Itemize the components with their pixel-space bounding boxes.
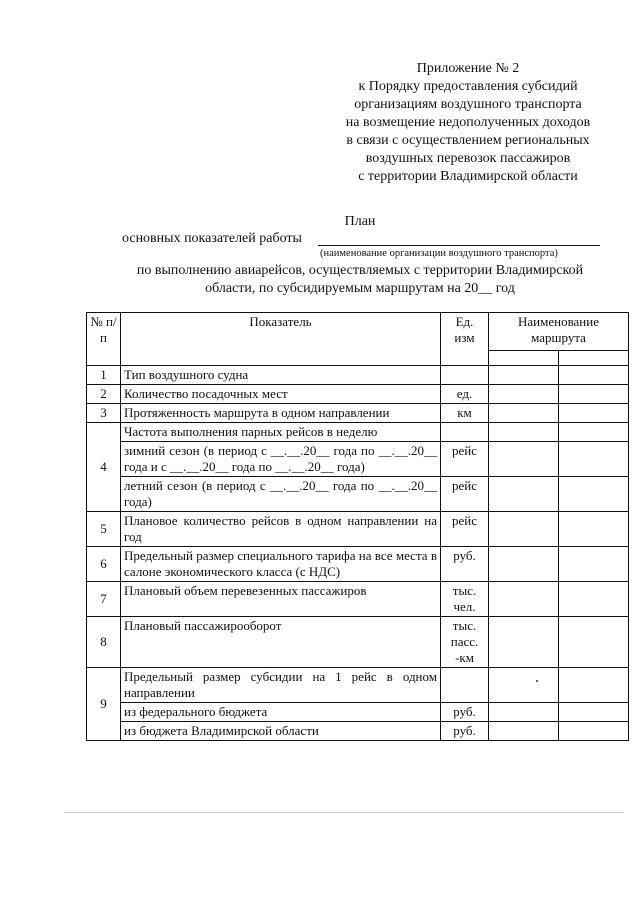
table-row (87, 404, 629, 423)
federal-budget: из федерального бюджета (121, 703, 441, 722)
row-num: 8 (87, 617, 121, 668)
header-unit: Ед. изм (441, 313, 489, 366)
subtitle-line-2: области, по субсидируемым маршрутам на 20__ год (205, 281, 515, 296)
table-row (87, 668, 629, 703)
table-subrow (87, 442, 629, 477)
page-bottom-rule (64, 812, 624, 813)
subtitle-line-1: по выполнению авиарейсов, осуществляемых с территории Владимирской (136, 263, 584, 278)
row-unit: рейс (441, 442, 489, 477)
route-cell (489, 703, 559, 722)
row-num: 7 (87, 582, 121, 617)
indicators-line: основных показателей работы (122, 231, 302, 246)
route-cell (489, 582, 559, 617)
route-cell (559, 404, 629, 423)
organization-fill-line (318, 245, 600, 246)
plan-subtitle (100, 262, 620, 298)
appendix-line: на возмещение недополученных доходов (345, 115, 591, 130)
table-header-row (87, 313, 629, 351)
route-cell (559, 582, 629, 617)
route-cell (489, 385, 559, 404)
row-unit: км (441, 404, 489, 423)
route-cell (489, 722, 559, 741)
route-cell (559, 547, 629, 582)
table-row (87, 617, 629, 668)
row-num: 5 (87, 512, 121, 547)
row-indicator: Плановое количество рейсов в одном направлении на год (121, 512, 441, 547)
row-num: 4 (87, 423, 121, 512)
row-unit: тыс. чел. (441, 582, 489, 617)
appendix-line: организациям воздушного транспорта (354, 97, 582, 112)
route-cell (559, 617, 629, 668)
indicators-table (86, 312, 629, 741)
route-cell (489, 423, 559, 442)
row-indicator: Количество посадочных мест (121, 385, 441, 404)
table-row (87, 512, 629, 547)
plan-title: План (344, 214, 376, 229)
table-row (87, 582, 629, 617)
route-cell (489, 366, 559, 385)
table-row (87, 385, 629, 404)
row-unit: руб. (441, 547, 489, 582)
route-cell (489, 442, 559, 477)
appendix-line: к Порядку предоставления субсидий (358, 79, 578, 94)
appendix-line: Приложение № 2 (416, 61, 520, 76)
table-subrow (87, 722, 629, 741)
route-cell (489, 668, 559, 703)
appendix-line: воздушных перевозок пассажиров (365, 151, 571, 166)
route-cell (559, 423, 629, 442)
route-cell (489, 404, 559, 423)
route-cell (559, 722, 629, 741)
row-num: 3 (87, 404, 121, 423)
table-row (87, 547, 629, 582)
table-row (87, 366, 629, 385)
row-num: 9 (87, 668, 121, 741)
row-num: 2 (87, 385, 121, 404)
organization-hint: (наименование организации воздушного транспорта) (320, 248, 558, 259)
row-num: 1 (87, 366, 121, 385)
row-indicator: Плановый объем перевезенных пассажиров (121, 582, 441, 617)
route-cell (489, 477, 559, 512)
route-cell (559, 668, 629, 703)
header-indicator: Показатель (121, 313, 441, 366)
route-cell (559, 351, 629, 366)
row-unit: ед. (441, 385, 489, 404)
row-unit: тыс. пасс. -км (441, 617, 489, 668)
header-route: Наименование маршрута (489, 313, 629, 351)
row-unit: руб. (441, 703, 489, 722)
route-cell (489, 547, 559, 582)
header-num: № п/п (87, 313, 121, 366)
row-unit (441, 366, 489, 385)
route-cell (559, 512, 629, 547)
appendix-header (318, 60, 618, 186)
route-cell (489, 617, 559, 668)
row-indicator: Протяженность маршрута в одном направлении (121, 404, 441, 423)
row-unit: руб. (441, 722, 489, 741)
summer-season: летний сезон (в период с __.__.20__ года по __.__.20__ года) (121, 477, 441, 512)
row-indicator: Плановый пассажирооборот (121, 617, 441, 668)
row-unit: рейс (441, 512, 489, 547)
row-indicator: Предельный размер субсидии на 1 рейс в одном направлении (121, 668, 441, 703)
route-cell (559, 385, 629, 404)
regional-budget: из бюджета Владимирской области (121, 722, 441, 741)
route-cell (559, 477, 629, 512)
row-unit: рейс (441, 477, 489, 512)
table-subrow (87, 477, 629, 512)
row-unit (441, 423, 489, 442)
route-cell (489, 512, 559, 547)
table-subrow (87, 703, 629, 722)
row-unit (441, 668, 489, 703)
appendix-line: с территории Владимирской области (358, 169, 578, 184)
appendix-line: в связи с осуществлением региональных (346, 133, 590, 148)
row-num: 6 (87, 547, 121, 582)
table-row (87, 423, 629, 442)
route-cell (559, 703, 629, 722)
row-indicator: Предельный размер специального тарифа на все места в салоне экономического класса (с НДС) (121, 547, 441, 582)
route-cell (489, 351, 559, 366)
row-indicator: Частота выполнения парных рейсов в неделю (121, 423, 441, 442)
route-cell (559, 366, 629, 385)
route-cell (559, 442, 629, 477)
winter-season: зимний сезон (в период с __.__.20__ года по __.__.20__ года и с __.__.20__ года по __.__.20__ года) (121, 442, 441, 477)
scan-speck (536, 680, 538, 682)
row-indicator: Тип воздушного судна (121, 366, 441, 385)
